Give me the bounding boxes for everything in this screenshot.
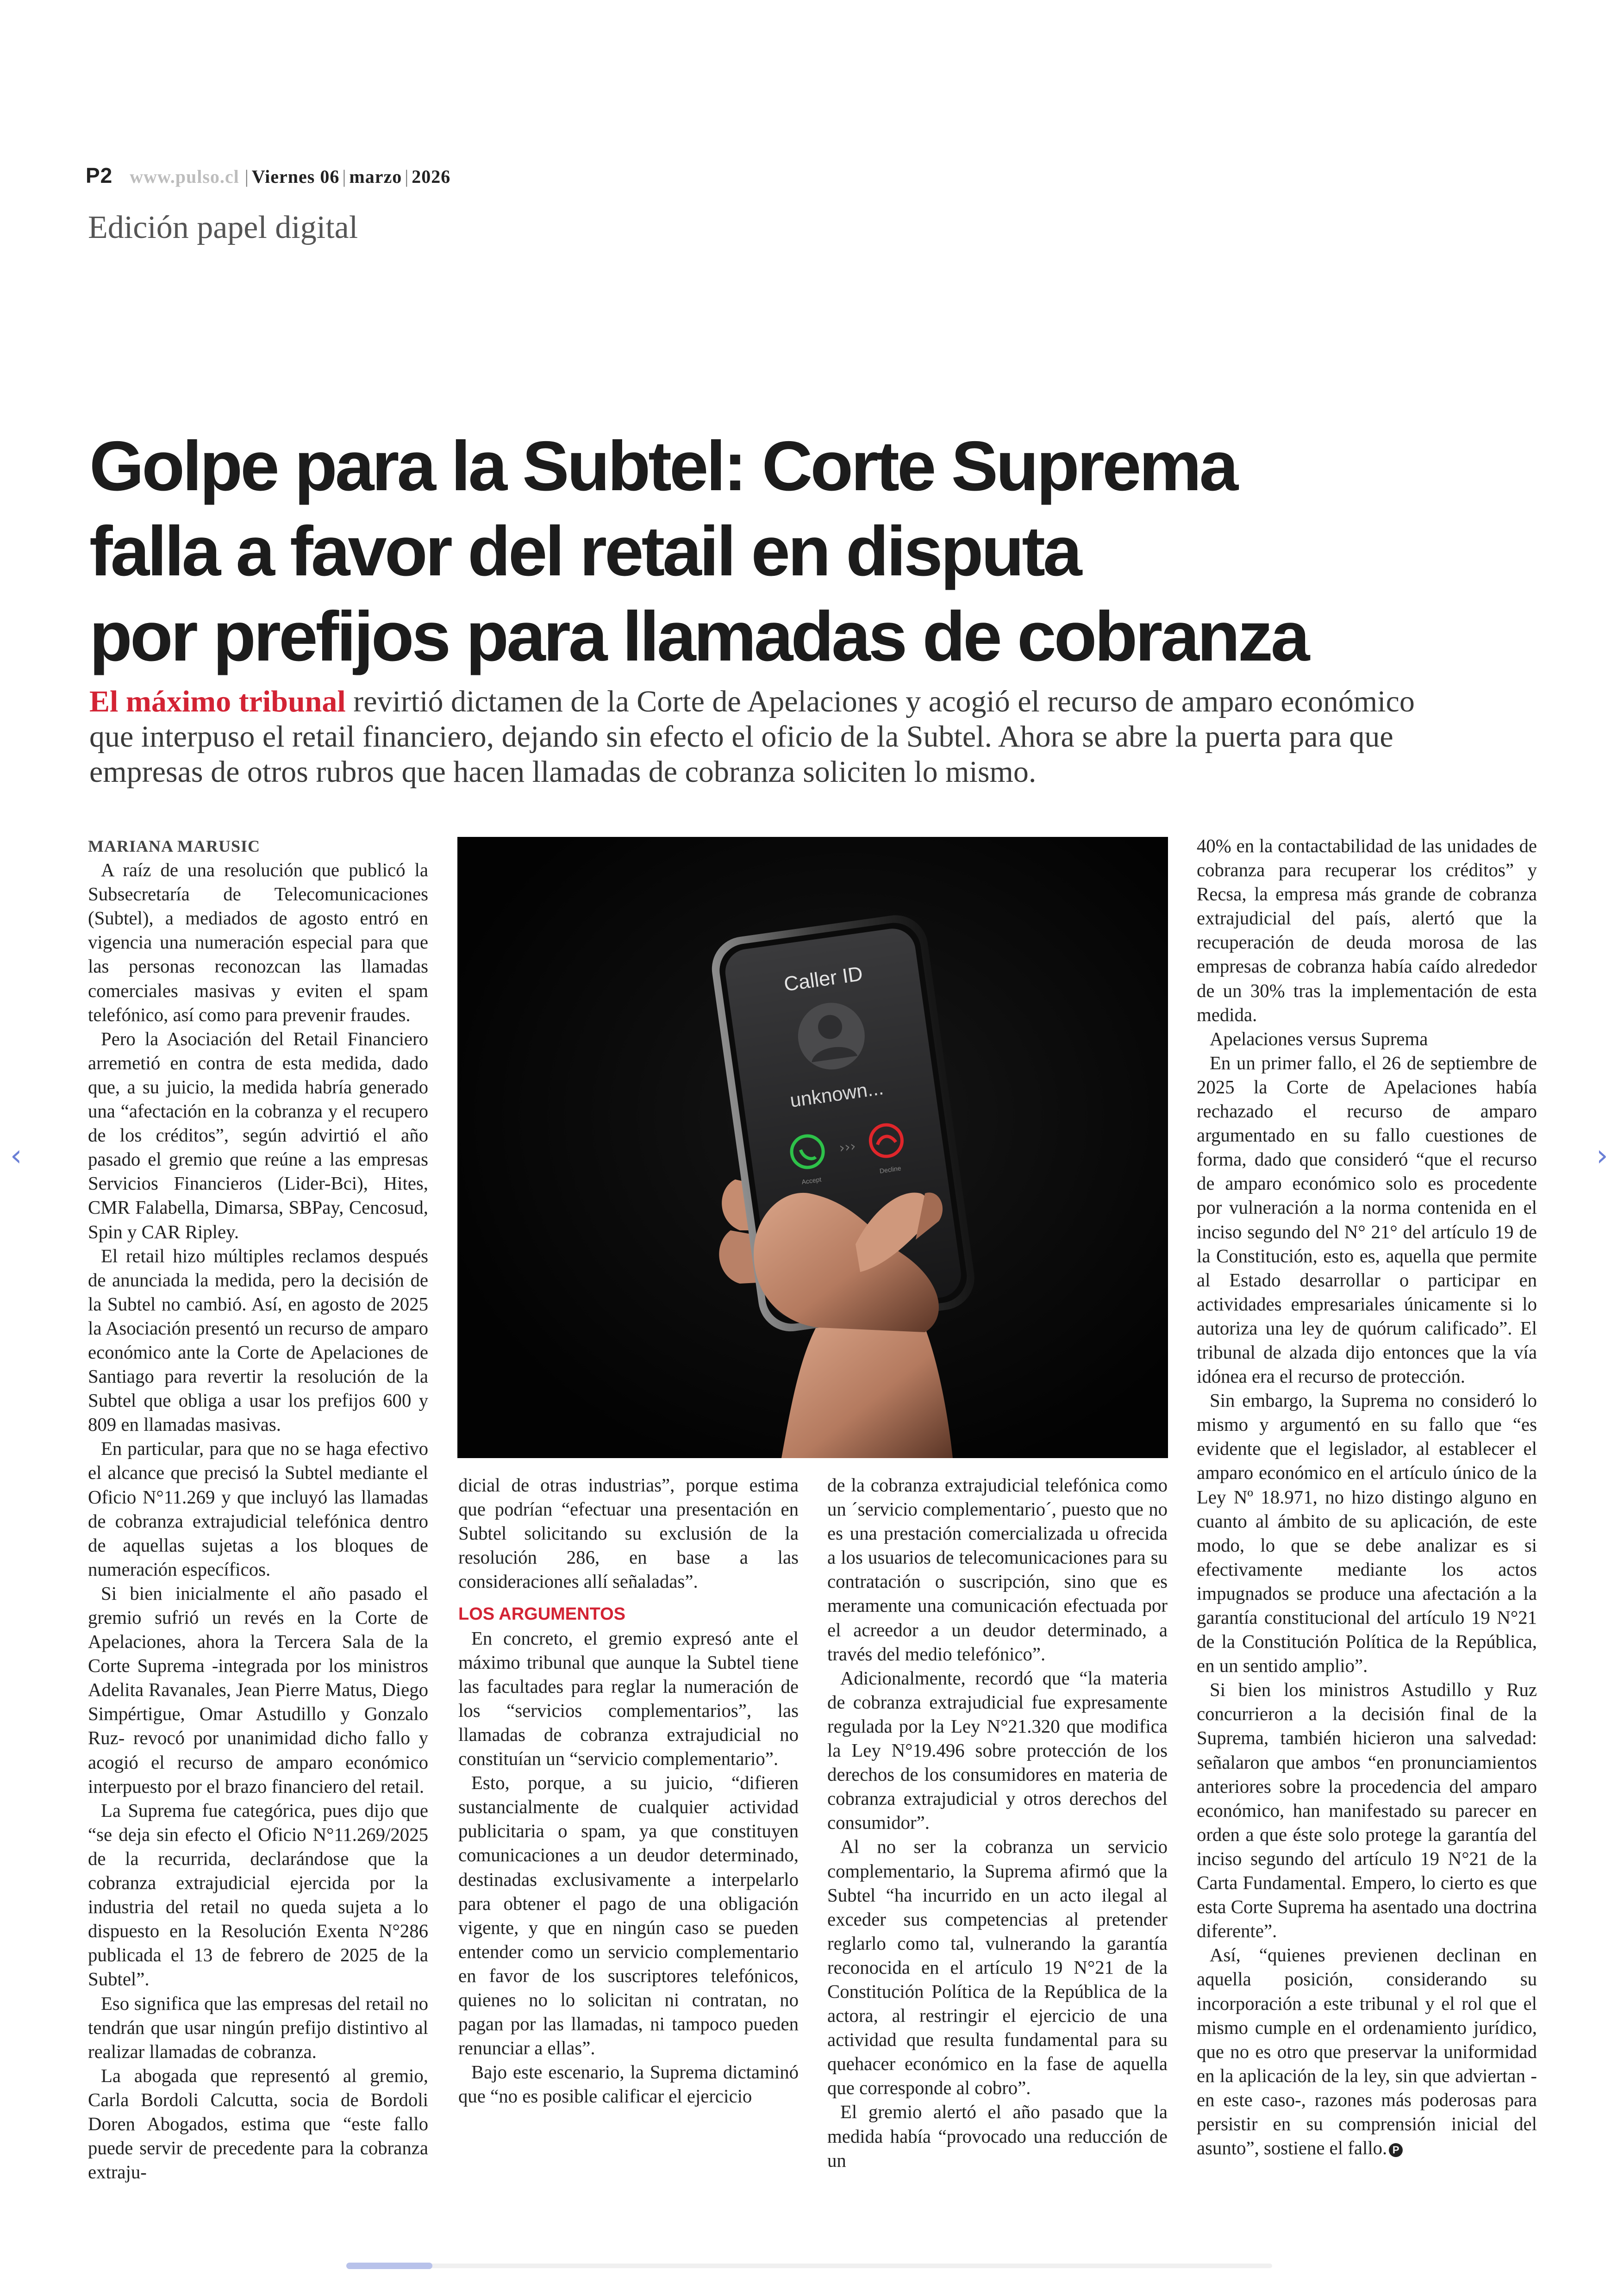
- article-column-1: [88, 834, 428, 2184]
- paragraph: Bajo este escenario, la Suprema dictaminó que “no es posible calificar el ejercicio: [458, 2062, 799, 2107]
- issue-day: Viernes 06: [251, 166, 340, 187]
- subhead: LOS ARGUMENTOS: [458, 1604, 626, 1624]
- paragraph-text: Así, “quienes previenen declinan en aquella posición, considerando su incorporación a este tribunal y el rol que el mismo cumple en el ordenamiento jurídico, que no es otro que preservar la uniformidad en la aplicación de la ley, sin que adviertan -en este caso-, razones más poderosas para persistir en su comprensión inicial del asunto”, sostiene el fallo.: [1197, 1945, 1537, 2159]
- deck-text: revirtió dictamen de la Corte de Apelaciones y acogió el recurso de amparo económico: [345, 685, 1415, 718]
- paragraph: Pero la Asociación del Retail Financiero arremetió en contra de esta medida, dado que, a su juicio, la medida habría generado una “afectación en la cobranza y el recupero de los créditos”, según advirtió el año pasado el gremio que reúne a las empresas Servicios Financieros (Lider-Bci), Hites, CMR Falabella, Dimarsa, SBPay, Cencosud, Spin y CAR Ripley.: [88, 1028, 428, 1242]
- article-column-3: [827, 1473, 1168, 2173]
- deck: [89, 684, 1534, 790]
- paragraph: La Suprema fue categórica, pues dijo que “se deja sin efecto el Oficio N°11.269/2025 de la recurrida, declarándose que la cobranza extrajudicial ejercida por la industria del retail no queda sujeta a lo dispuesto en la Resolución Exenta N°286 publicada el 13 de febrero de 2025 de la Subtel”.: [88, 1800, 428, 1990]
- paragraph: Si bien los ministros Astudillo y Ruz concurrieron a la decisión final de la Suprema, también hicieron una salvedad: señalaron que ambos “en pronunciamientos anteriores sobre la procedencia del amparo económico, han manifestado su parecer en orden a que éste solo protege la garantía del inciso segundo del artículo 19 N°21 de la Carta Fundamental. Empero, lo cierto es que esta Corte Suprema ha asentado una doctrina diferente”.: [1197, 1679, 1537, 1942]
- paragraph: En particular, para que no se haga efectivo el alcance que precisó la Subtel mediante el Oficio N°11.269 y que incluyó las llamadas de cobranza extrajudicial telefónica dentro de aquellas sujetas a los bloques de numeración específicos.: [88, 1438, 428, 1580]
- paragraph: Si bien inicialmente el año pasado el gremio sufrió un revés en la Corte de Apelaciones, ahora la Tercera Sala de la Corte Suprema -integrada por los ministros Adelita Ravanales, Jean Pierre Matus, Diego Simpértigue, Omar Astudillo y Gonzalo Ruz- revocó por unanimidad dicho fallo y acogió el recurso de amparo económico interpuesto por el brazo financiero del retail.: [88, 1583, 428, 1797]
- page-scrollbar-track[interactable]: [346, 2264, 1272, 2268]
- deck-text: empresas de otros rubros que hacen llamadas de cobranza soliciten lo mismo.: [89, 755, 1037, 789]
- article-photo: [457, 837, 1168, 1458]
- caller-id-title: Caller ID: [782, 962, 864, 996]
- edition-label: Edición papel digital: [88, 210, 358, 245]
- byline: MARIANA MARUSIC: [88, 837, 260, 855]
- caller-name: unknown...: [788, 1077, 885, 1111]
- headline-line: por prefijos para llamadas de cobranza: [89, 597, 1308, 676]
- site-url[interactable]: www.pulso.cl: [130, 166, 239, 187]
- headline: [89, 424, 1534, 679]
- paragraph: El retail hizo múltiples reclamos después de anunciada la medida, pero la decisión de la Subtel no cambió. Así, en agosto de 2025 la Asociación presentó un recurso de amparo económico ante la Corte de Apelaciones de Santiago para revertir la resolución de la Subtel que obliga a usar los prefijos 600 y 809 en llamadas masivas.: [88, 1245, 428, 1435]
- deck-text: que interpuso el retail financiero, dejando sin efecto el oficio de la Subtel. Ahora se abre la puerta para que: [89, 720, 1393, 754]
- paragraph: Al no ser la cobranza un servicio complementario, la Suprema afirmó que la Subtel “ha incurrido en un acto ilegal al exceder sus competencias al pretender reglarlo como tal, vulnerando la garantía reconocida en el artículo 19 N°21 de la Constitución Política de la República de la actora, al restringir el ejercicio de una actividad que resulta fundamental para su quehacer económico en la fase de aquella que corresponde al cobro”.: [827, 1836, 1168, 2099]
- paragraph: La abogada que representó al gremio, Carla Bordoli Calcutta, socia de Bordoli Doren Abogados, estima que “este fallo puede servir de precedente para la cobranza extraju-: [88, 2065, 428, 2183]
- phone-in-hand-illustration: [457, 837, 1168, 1458]
- paragraph: dicial de otras industrias”, porque estima que podrían “efectuar una presentación en Subtel solicitando su exclusión de la resolución 286, en base a las consideraciones allí señaladas”.: [458, 1475, 799, 1592]
- next-page-icon[interactable]: ›: [1596, 1139, 1608, 1173]
- paragraph: Adicionalmente, recordó que “la materia de cobranza extrajudicial fue expresamente regulada por la Ley N°21.320 que modifica la Ley N°19.496 sobre protección de los derechos de los consumidores en materia de cobranza extrajudicial y otros derechos del consumidor”.: [827, 1667, 1168, 1834]
- paragraph: de la cobranza extrajudicial telefónica como un ´servicio complementario´, puesto que no es una prestación comercializada u ofrecida a los usuarios de telecomunicaciones para su contratación o suscripción, sino que es meramente una comunicación efectuada por el acreedor a un deudor determinado, a través del medio telefónico”.: [827, 1475, 1168, 1665]
- decline-label: Decline: [879, 1164, 902, 1175]
- article-column-4: [1197, 834, 1537, 2160]
- page-folio: [86, 163, 450, 188]
- paragraph: A raíz de una resolución que publicó la Subsecretaría de Telecomunicaciones (Subtel), a mediados de agosto entró en vigencia una numeración especial para que las personas reconozcan las llamadas comerciales masivas y eviten el spam telefónico, así como para prevenir fraudes.: [88, 860, 428, 1025]
- paragraph: El gremio alertó el año pasado que la medida había “provocado una reducción de un: [827, 2102, 1168, 2171]
- issue-month: marzo: [349, 166, 402, 187]
- page-number: P2: [86, 163, 113, 187]
- headline-line: falla a favor del retail en disputa: [89, 512, 1080, 591]
- divider: |: [244, 166, 249, 187]
- headline-line: Golpe para la Subtel: Corte Suprema: [89, 427, 1237, 505]
- paragraph: Eso significa que las empresas del retail no tendrán que usar ningún prefijo distintivo al realizar llamadas de cobranza.: [88, 1993, 428, 2062]
- issue-year: 2026: [412, 166, 451, 187]
- paragraph: Esto, porque, a su juicio, “difieren sustancialmente de cualquier actividad publicitaria o spam, ya que constituyen comunicaciones a un deudor determinado, destinadas exclusivamente a interpelarlo para obtener el pago de una obligación vigente, y que en ningún caso se pueden entender como un servicio complementario en favor de los suscriptores telefónicos, quienes no lo solicitan ni contratan, no pagan por las llamadas, ni tampoco pueden renunciar a ellas”.: [458, 1772, 799, 2059]
- svg-text:›››: ›››: [838, 1138, 857, 1157]
- paragraph: En concreto, el gremio expresó ante el máximo tribunal que aunque la Subtel tiene las facultades para reglar la numeración de los “servicios complementarios”, las llamadas de cobranza extrajudicial no constituían un “servicio complementario”.: [458, 1628, 799, 1770]
- previous-page-icon[interactable]: ‹: [10, 1139, 22, 1173]
- divider: |: [405, 166, 409, 187]
- accept-label: Accept: [801, 1175, 822, 1186]
- end-mark-icon: P: [1389, 2143, 1403, 2157]
- paragraph: 40% en la contactabilidad de las unidades de cobranza para recuperar los créditos” y Recsa, la empresa más grande de cobranza extrajudicial del país, alertó que la recuperación de deuda morosa de las empresas de cobranza había caído alrededor de un 30% tras la implementación de esta medida.: [1197, 836, 1537, 1025]
- article-column-2: [458, 1473, 799, 2108]
- paragraph: En un primer fallo, el 26 de septiembre de 2025 la Corte de Apelaciones había rechazado el recurso de amparo argumentado en su fallo cuestiones de forma, dado que consideró “que el recurso de amparo económico solo es procedente por vulneración a la norma contenida en el inciso segundo del N° 21° del artículo 19 de la Constitución, esto es, aquella que permite al Estado desarrollar o participar en actividades empresariales únicamente si lo autoriza una ley de quórum calificado”. El tribunal de alzada dijo entonces que la vía idónea era el recurso de protección.: [1197, 1052, 1537, 1387]
- paragraph-final: [1197, 1943, 1537, 2160]
- paragraph: Sin embargo, la Suprema no consideró lo mismo y argumentó en su fallo que “es evidente que el legislador, al establecer el amparo económico en el artículo único de la Ley Nº 18.971, no hizo distingo alguno en cuanto al ámbito de su aplicación, de este modo, lo que se debe analizar es si efectivamente mediante los actos impugnados se produce una afectación a la garantía constitucional del artículo 19 N°21 de la Constitución Política de la República, en un sentido amplio”.: [1197, 1390, 1537, 1677]
- divider: |: [342, 166, 347, 187]
- page-scrollbar-thumb[interactable]: [346, 2263, 432, 2269]
- deck-lead: El máximo tribunal: [89, 685, 346, 718]
- intertitle: Apelaciones versus Suprema: [1210, 1028, 1428, 1049]
